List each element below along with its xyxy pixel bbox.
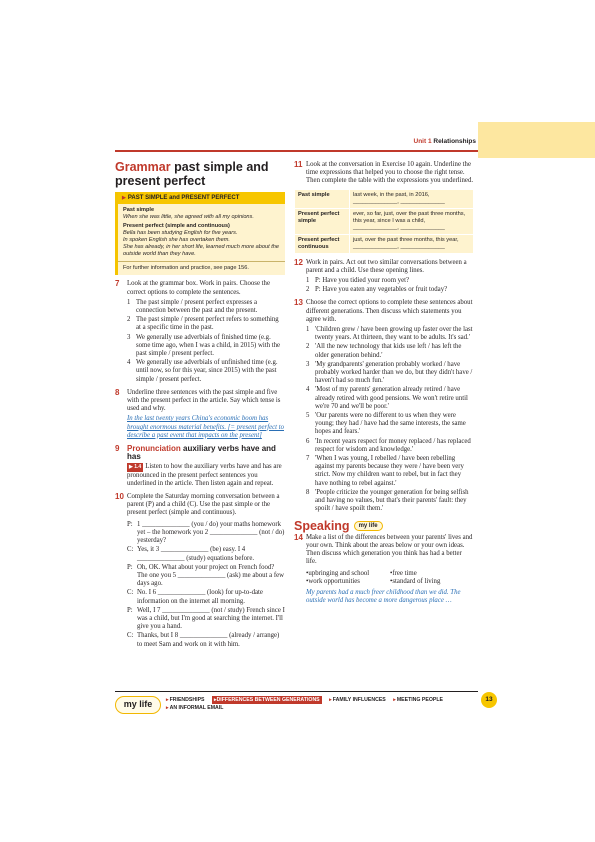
item-text: P: Have you tidied your room yet? [315,277,410,285]
list-item[interactable] [127,316,285,332]
footer-link-label: FRIENDSHIPS [169,697,205,703]
exercise-7 [115,280,285,383]
right-column [294,161,474,605]
speaking-heading [294,518,474,533]
audio-track-number: 1.4 [134,464,142,471]
speaker: P: [127,520,133,528]
exercise-12 [294,259,474,295]
my-life-badge: my life [354,521,383,531]
exercise-number: 9 [115,444,120,454]
list-item[interactable] [306,326,474,342]
exercise-instruction: Choose the correct options to complete these sentences about different generations. Then discuss which statements you agree with. [306,299,473,323]
list-item[interactable] [306,386,474,411]
list-item[interactable] [127,359,285,384]
triangle-icon: ▶ [122,195,126,201]
exercise-10 [115,493,285,649]
item-number: 7 [306,455,310,463]
item-text: We generally use adverbials of unfinished time (e.g. until now, so for this year, since 2015) with the past simple / present perfect. [136,359,278,383]
arrow-icon: ▸ [213,697,217,703]
arrow-icon: ▸ [166,697,169,703]
speaker: P: [127,606,133,614]
my-life-logo: my life [115,696,161,714]
item-text: The past simple / present perfect expresses a connection between the past and the present. [136,298,258,315]
exercise-14 [294,534,474,567]
arrow-icon: ▸ [166,705,169,711]
exercise-number: 11 [294,160,303,169]
item-number: 1 [306,277,310,285]
exercise-example: My parents had a much freer childhood than we did. The outside world has become a more dangerous place … [306,588,461,605]
unit-tab [478,122,595,158]
item-number: 1 [306,326,310,334]
table-row [295,208,474,234]
list-item[interactable] [127,334,285,359]
speaker: C: [127,546,134,554]
header-rule [115,150,478,152]
list-item[interactable] [306,438,474,454]
unit-name: Relationships [433,138,476,145]
list-item: • standard of living [390,578,474,586]
item-number: 2 [306,286,310,294]
dialogue-line[interactable] [127,546,285,562]
present-perfect-example-1: Bella has been studying English for five years. [123,230,238,237]
time-expressions-table [294,189,474,254]
table-cell[interactable]: last week, in the past, in 2016, ______________, ______________ [350,189,474,208]
left-column [115,160,285,649]
exercise-number: 13 [294,298,303,308]
list-item[interactable] [306,455,474,488]
footer-link-label: DIFFERENCES BETWEEN GENERATIONS [216,697,320,703]
item-text: The past simple / present perfect refers to something at a specific time in the past. [136,316,279,332]
item-number: 5 [306,412,310,420]
past-simple-label: Past simple [123,207,155,214]
dialogue-line[interactable] [127,589,285,605]
footer-link-family-influences[interactable] [329,696,386,704]
item-text: We generally use adverbials of finished time (e.g. some time ago, when I was a child, in 2015) with the past simple / present perfect. [136,333,281,358]
item-text: 'Our parents were no different to us when they were young; they had / have had the same interests, the same hopes and fears.' [315,412,466,436]
exercise-instruction: Look at the conversation in Exercise 10 again. Underline the time expressions that helped you to choose the right tense. Then complete the table with the expressions you underlined. [306,161,474,185]
table-row [295,189,474,208]
item-number: 2 [127,316,131,324]
item-text: 'In recent years respect for money replaced / has replaced respect for wisdom and knowledge.' [315,437,471,453]
list-item[interactable] [306,343,474,359]
footer-link-label: FAMILY INFLUENCES [332,697,386,703]
unit-label [376,138,476,145]
footer-rule [115,691,478,692]
speaker: C: [127,632,134,640]
speaking-title: Speaking [294,518,350,533]
dialogue [127,521,285,649]
exercise-instruction: Complete the Saturday morning conversation between a parent (P) and a child (C). Use the past simple or the present perfect (simple and continuous). [127,493,280,517]
footer-link-label: AN INFORMAL EMAIL [169,705,224,711]
grammar-title [115,160,285,188]
exercise-11 [294,161,474,186]
line-text: Well, I 7 ______________ (not / study) French since I was a child, but I'm good at searching the internet. I'll give you a hand. [137,606,285,631]
exercise-instruction: Work in pairs. Act out two similar conversations between a parent and a child. Use these opening lines. [306,258,467,274]
present-perfect-example-2: In spoken English she has overtaken them. [123,237,230,244]
table-cell[interactable]: just, over the past three months, this year, ______________, ______________ [350,234,474,253]
exercise-number: 7 [115,279,120,289]
dialogue-line[interactable] [127,632,285,648]
footer-nav [166,696,466,712]
grammar-title-prefix: Grammar [115,160,171,174]
exercise-instruction: Underline three sentences with the past simple and five with the present perfect in the article. Say which tense is used and why. [127,388,281,413]
item-text: 'All the new technology that kids use left / has left the older generation behind.' [315,343,462,359]
line-text: 1 ______________ (you / do) your maths homework yet – the homework you 2 ______________ (not / do) yesterday? [137,520,285,545]
speaker: P: [127,563,133,571]
exercise-example: In the last twenty years China's economic boom has brought enormous material benefits. [= present perfect to describe a past event that impacts on the present] [127,415,284,439]
item-number: 4 [306,386,310,394]
dialogue-line[interactable] [127,521,285,546]
arrow-icon: ▸ [393,697,396,703]
play-icon: ▶ [129,464,133,471]
present-perfect-example-3: She has already, in her short life, learned much more about the outside world than they have. [123,244,279,258]
list-item[interactable] [306,277,474,285]
pronunciation-title-rest: auxiliary verbs have and has [127,444,276,462]
footer-link-informal-email[interactable] [166,704,223,712]
discussion-areas [294,570,474,586]
exercise-instruction: Make a list of the differences between your parents' lives and your own. Think about the areas below or your own ideas. Then discuss which generation you think has had a better life. [306,533,473,566]
past-simple-example: When she was little, she agreed with all my opinions. [123,214,254,221]
pronunciation-title [127,445,285,461]
arrow-icon: ▸ [329,697,332,703]
item-number: 8 [306,488,310,496]
exercise-instruction: Listen to how the auxiliary verbs have and has are pronounced in the present perfect sentences you underlined in the article. Then listen again and repeat. [127,463,282,487]
exercise-number: 10 [115,492,124,502]
pronunciation-title-prefix: Pronunciation [127,444,181,454]
item-number: 6 [306,437,310,445]
exercise-number: 14 [294,532,303,542]
audio-track-button[interactable] [127,463,143,471]
grammar-title-rest: past simple and present perfect [115,160,269,188]
item-text: 'People criticize the younger generation for being selfish and having no values, but that's their parents' fault: they spoilt / have spoilt them.' [315,488,469,513]
grammar-box [115,192,285,275]
table-row [295,234,474,253]
list-item[interactable] [306,489,474,514]
unit-number: Unit 1 [413,138,432,145]
list-item[interactable] [306,412,474,437]
exercise-items [306,326,474,513]
footer-link-friendships[interactable] [166,696,205,704]
item-number: 2 [306,343,310,351]
item-text: 'When I was young, I rebelled / have been rebelling against my parents because they were / have been very strict. Now my children want to rebel, but in fact they have nothing to rebel against.' [315,455,464,487]
item-text: 'My grandparents' generation probably worked / have probably worked harder than we do, but they didn't have / haven't had so much fun.' [315,360,473,385]
footer-link-meeting-people[interactable] [393,696,443,704]
exercise-number: 12 [294,257,303,267]
exercise-8 [115,389,285,440]
exercise-items [306,277,474,294]
grammar-box-heading-text: PAST SIMPLE and PRESENT PERFECT [127,195,240,201]
list-item: • work opportunities [306,578,390,586]
present-perfect-label: Present perfect (simple and continuous) [123,223,230,230]
table-header-cell: Present perfect continuous [295,234,350,253]
grammar-box-heading [118,192,285,204]
table-header-cell: Past simple [295,189,350,208]
item-number: 3 [127,333,131,341]
footer-link-label: MEETING PEOPLE [396,697,443,703]
list-item: • free time [390,570,474,578]
exercise-13 [294,299,474,513]
exercise-items [127,299,285,384]
item-number: 4 [127,359,131,367]
grammar-box-body [118,204,285,261]
list-item[interactable] [306,286,474,294]
line-text: Thanks, but I 8 ______________ (already / arrange) to meet Sam and work on it with him. [137,632,280,648]
list-item: • upbringing and school [306,570,390,578]
speaker: C: [127,589,134,597]
line-text: No. I 6 ______________ (look) for up-to-date information on the internet all morning. [137,589,263,605]
exercise-number: 8 [115,387,120,397]
footer-link-differences-between-generations[interactable] [212,696,322,704]
table-cell[interactable]: ever, so far, just, over the past three months, this year, since I was a child, ______________, ______________ [350,208,474,234]
grammar-box-footer: For further information and practice, see page 156. [118,261,285,275]
list-item[interactable] [127,299,285,315]
dialogue-line[interactable] [127,564,285,589]
item-text: 'Most of my parents' generation already retired / have already retired with good pensions. We won't retire until we're 70 and we'll be poor.' [315,386,468,410]
table-header-cell: Present perfect simple [295,208,350,234]
exercise-9 [115,445,285,488]
line-text: Oh, OK. What about your project on French food? The one you 5 ______________ (ask) me about a few days ago. [137,563,285,588]
page-number: 13 [481,692,497,708]
dialogue-line[interactable] [127,607,285,632]
list-item[interactable] [306,361,474,386]
line-text: Yes, it 3 ______________ (be) easy. I 4 ______________ (study) equations before. [137,546,255,562]
item-text: 'Children grew / have been growing up faster over the last twenty years. At thirteen, they want to be adults. It's sad.' [315,326,473,342]
exercise-instruction: Look at the grammar box. Work in pairs. Choose the correct options to complete the sentences. [127,280,270,296]
item-text: P: Have you eaten any vegetables or fruit today? [315,286,448,294]
item-number: 3 [306,360,310,368]
item-number: 1 [127,298,131,306]
